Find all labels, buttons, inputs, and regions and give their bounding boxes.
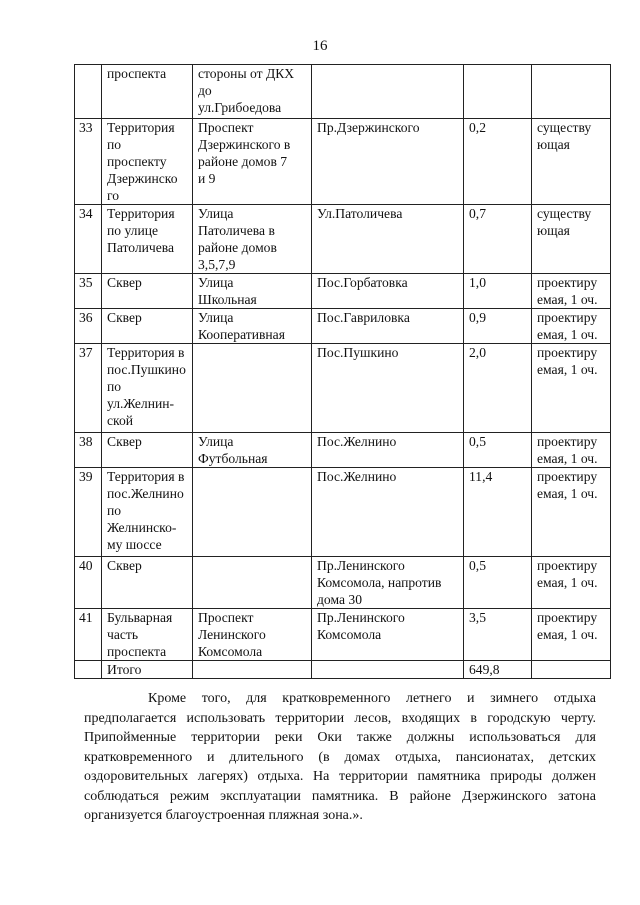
object-status <box>532 309 611 344</box>
object-status-line: существу <box>537 120 592 135</box>
table-row <box>75 557 611 609</box>
object-status-line: емая, 1 оч. <box>537 627 598 642</box>
object-location <box>193 468 312 557</box>
object-name-line: проспекту <box>107 154 167 169</box>
object-area: 0,5 <box>464 433 532 468</box>
object-status <box>532 344 611 433</box>
object-settlement <box>312 468 464 557</box>
table-row <box>75 205 611 274</box>
object-status <box>532 205 611 274</box>
object-settlement <box>312 344 464 433</box>
object-settlement-line: Ул.Патоличева <box>317 206 403 221</box>
object-area <box>464 65 532 119</box>
object-settlement <box>312 119 464 205</box>
object-location-line: до <box>198 83 212 98</box>
closing-paragraph: Кроме того, для кратковременного летнего и зимнего отдыха предполагается использовать территории лесов, входящих в городскую черту. Припойменные территории реки Оки также должны использоваться для кратковременного и длительного (в домах отдыха, пансионатах, детских оздоровительных лагерях) отдыха. На территории памятника природы должен соблюдаться режим эксплуатации памятника. В районе Дзержинского затона организуется благоустроенная пляжная зона.». <box>84 691 596 823</box>
object-name-line: Территория в <box>107 345 185 360</box>
object-status-line: емая, 1 оч. <box>537 292 598 307</box>
row-number: 37 <box>75 344 102 433</box>
object-location <box>193 274 312 309</box>
object-status-line: проектиру <box>537 558 598 573</box>
object-location <box>193 65 312 119</box>
object-status-line: ющая <box>537 137 570 152</box>
object-name <box>102 433 193 468</box>
object-area: 0,2 <box>464 119 532 205</box>
object-area: 3,5 <box>464 609 532 661</box>
total-empty-cell <box>532 661 611 679</box>
object-name-line: Дзержинско <box>107 171 178 186</box>
object-status <box>532 65 611 119</box>
object-status-line: емая, 1 оч. <box>537 362 598 377</box>
object-name-line: Территория <box>107 120 175 135</box>
table-row <box>75 433 611 468</box>
object-name <box>102 468 193 557</box>
object-status <box>532 557 611 609</box>
object-status <box>532 433 611 468</box>
object-name-line: по <box>107 503 122 518</box>
object-status-line: проектиру <box>537 610 598 625</box>
object-location-line: и 9 <box>198 171 216 186</box>
object-location-line: Улица <box>198 310 234 325</box>
object-settlement-line: Комсомола <box>317 627 382 642</box>
object-location <box>193 433 312 468</box>
object-name-line: Территория в <box>107 469 185 484</box>
object-settlement <box>312 609 464 661</box>
object-location-line: Футбольная <box>198 451 268 466</box>
table-row <box>75 309 611 344</box>
object-status-line: проектиру <box>537 345 598 360</box>
total-empty-cell <box>193 661 312 679</box>
total-row <box>75 661 611 679</box>
object-name-line: Бульварная <box>107 610 173 625</box>
object-location <box>193 205 312 274</box>
object-location-line: 3,5,7,9 <box>198 257 236 272</box>
object-settlement-line: Комсомола, напротив <box>317 575 442 590</box>
object-area: 0,9 <box>464 309 532 344</box>
object-name <box>102 205 193 274</box>
object-location-line: Проспект <box>198 120 254 135</box>
object-location <box>193 344 312 433</box>
object-settlement <box>312 205 464 274</box>
object-name-line: Сквер <box>107 434 142 449</box>
object-name-line: по улице <box>107 223 159 238</box>
table-row <box>75 119 611 205</box>
object-status-line: проектиру <box>537 310 598 325</box>
object-name-line: по <box>107 379 122 394</box>
object-status <box>532 609 611 661</box>
object-name <box>102 344 193 433</box>
total-area: 649,8 <box>464 661 532 679</box>
row-number: 34 <box>75 205 102 274</box>
object-location <box>193 557 312 609</box>
object-settlement-line: Пос.Горбатовка <box>317 275 408 290</box>
object-status-line: ющая <box>537 223 570 238</box>
row-number: 33 <box>75 119 102 205</box>
object-location <box>193 119 312 205</box>
object-name-line: Сквер <box>107 275 142 290</box>
row-number: 38 <box>75 433 102 468</box>
object-location-line: стороны от ДКХ <box>198 66 295 81</box>
object-status <box>532 274 611 309</box>
object-location-line: Школьная <box>198 292 257 307</box>
object-name-line: часть <box>107 627 139 642</box>
object-area: 1,0 <box>464 274 532 309</box>
object-name-line: пос.Пушкино <box>107 362 186 377</box>
object-settlement-line: Пр.Ленинского <box>317 610 405 625</box>
row-number: 36 <box>75 309 102 344</box>
table-body <box>75 65 611 679</box>
object-name <box>102 309 193 344</box>
object-name <box>102 119 193 205</box>
row-number: 35 <box>75 274 102 309</box>
object-settlement-line: дома 30 <box>317 592 362 607</box>
object-name <box>102 557 193 609</box>
object-location-line: Ленинского <box>198 627 266 642</box>
total-label: Итого <box>102 661 193 679</box>
object-status-line: существу <box>537 206 592 221</box>
page-number: 16 <box>312 38 328 54</box>
object-area: 0,5 <box>464 557 532 609</box>
total-empty-cell <box>312 661 464 679</box>
object-settlement-line: Пр.Дзержинского <box>317 120 420 135</box>
object-settlement-line: Пос.Гавриловка <box>317 310 410 325</box>
object-status <box>532 119 611 205</box>
row-number: 41 <box>75 609 102 661</box>
object-name-line: ул.Желнин- <box>107 396 175 411</box>
object-settlement <box>312 433 464 468</box>
object-area: 11,4 <box>464 468 532 557</box>
object-area: 2,0 <box>464 344 532 433</box>
object-settlement <box>312 557 464 609</box>
object-location-line: Дзержинского в <box>198 137 291 152</box>
object-name <box>102 609 193 661</box>
object-name <box>102 65 193 119</box>
row-number <box>75 65 102 119</box>
object-location <box>193 309 312 344</box>
object-location-line: Улица <box>198 275 234 290</box>
object-location-line: Улица <box>198 434 234 449</box>
object-status <box>532 468 611 557</box>
parks-table <box>74 64 611 679</box>
object-settlement-line: Пос.Желнино <box>317 434 397 449</box>
object-location-line: Проспект <box>198 610 254 625</box>
object-location <box>193 609 312 661</box>
total-empty-cell <box>75 661 102 679</box>
object-area: 0,7 <box>464 205 532 274</box>
object-location-line: Комсомола <box>198 644 263 659</box>
object-location-line: Улица <box>198 206 234 221</box>
object-settlement-line: Пос.Желнино <box>317 469 397 484</box>
object-location-line: районе домов <box>198 240 277 255</box>
object-status-line: проектиру <box>537 434 598 449</box>
object-location-line: Патоличева в <box>198 223 275 238</box>
object-location-line: Кооперативная <box>198 327 285 342</box>
table-row <box>75 468 611 557</box>
object-name-line: по <box>107 137 122 152</box>
object-name-line: му шоссе <box>107 537 162 552</box>
table-row <box>75 274 611 309</box>
object-settlement <box>312 65 464 119</box>
table-row <box>75 344 611 433</box>
object-settlement-line: Пр.Ленинского <box>317 558 405 573</box>
object-settlement-line: Пос.Пушкино <box>317 345 399 360</box>
object-location-line: районе домов 7 <box>198 154 288 169</box>
object-name-line: проспекта <box>107 66 167 81</box>
object-location-line: ул.Грибоедова <box>198 100 282 115</box>
object-name-line: Сквер <box>107 310 142 325</box>
object-name-line: Территория <box>107 206 175 221</box>
object-name-line: Желнинско- <box>107 520 177 535</box>
object-settlement <box>312 274 464 309</box>
row-number: 39 <box>75 468 102 557</box>
object-status-line: проектиру <box>537 275 598 290</box>
object-status-line: проектиру <box>537 469 598 484</box>
object-status-line: емая, 1 оч. <box>537 575 598 590</box>
object-name-line: Патоличева <box>107 240 175 255</box>
table-row <box>75 65 611 119</box>
table-row <box>75 609 611 661</box>
object-name-line: ской <box>107 413 134 428</box>
object-name <box>102 274 193 309</box>
object-status-line: емая, 1 оч. <box>537 327 598 342</box>
object-name-line: Сквер <box>107 558 142 573</box>
row-number: 40 <box>75 557 102 609</box>
object-status-line: емая, 1 оч. <box>537 486 598 501</box>
object-settlement <box>312 309 464 344</box>
object-name-line: го <box>107 188 120 203</box>
object-name-line: проспекта <box>107 644 167 659</box>
object-status-line: емая, 1 оч. <box>537 451 598 466</box>
object-name-line: пос.Желнино <box>107 486 184 501</box>
